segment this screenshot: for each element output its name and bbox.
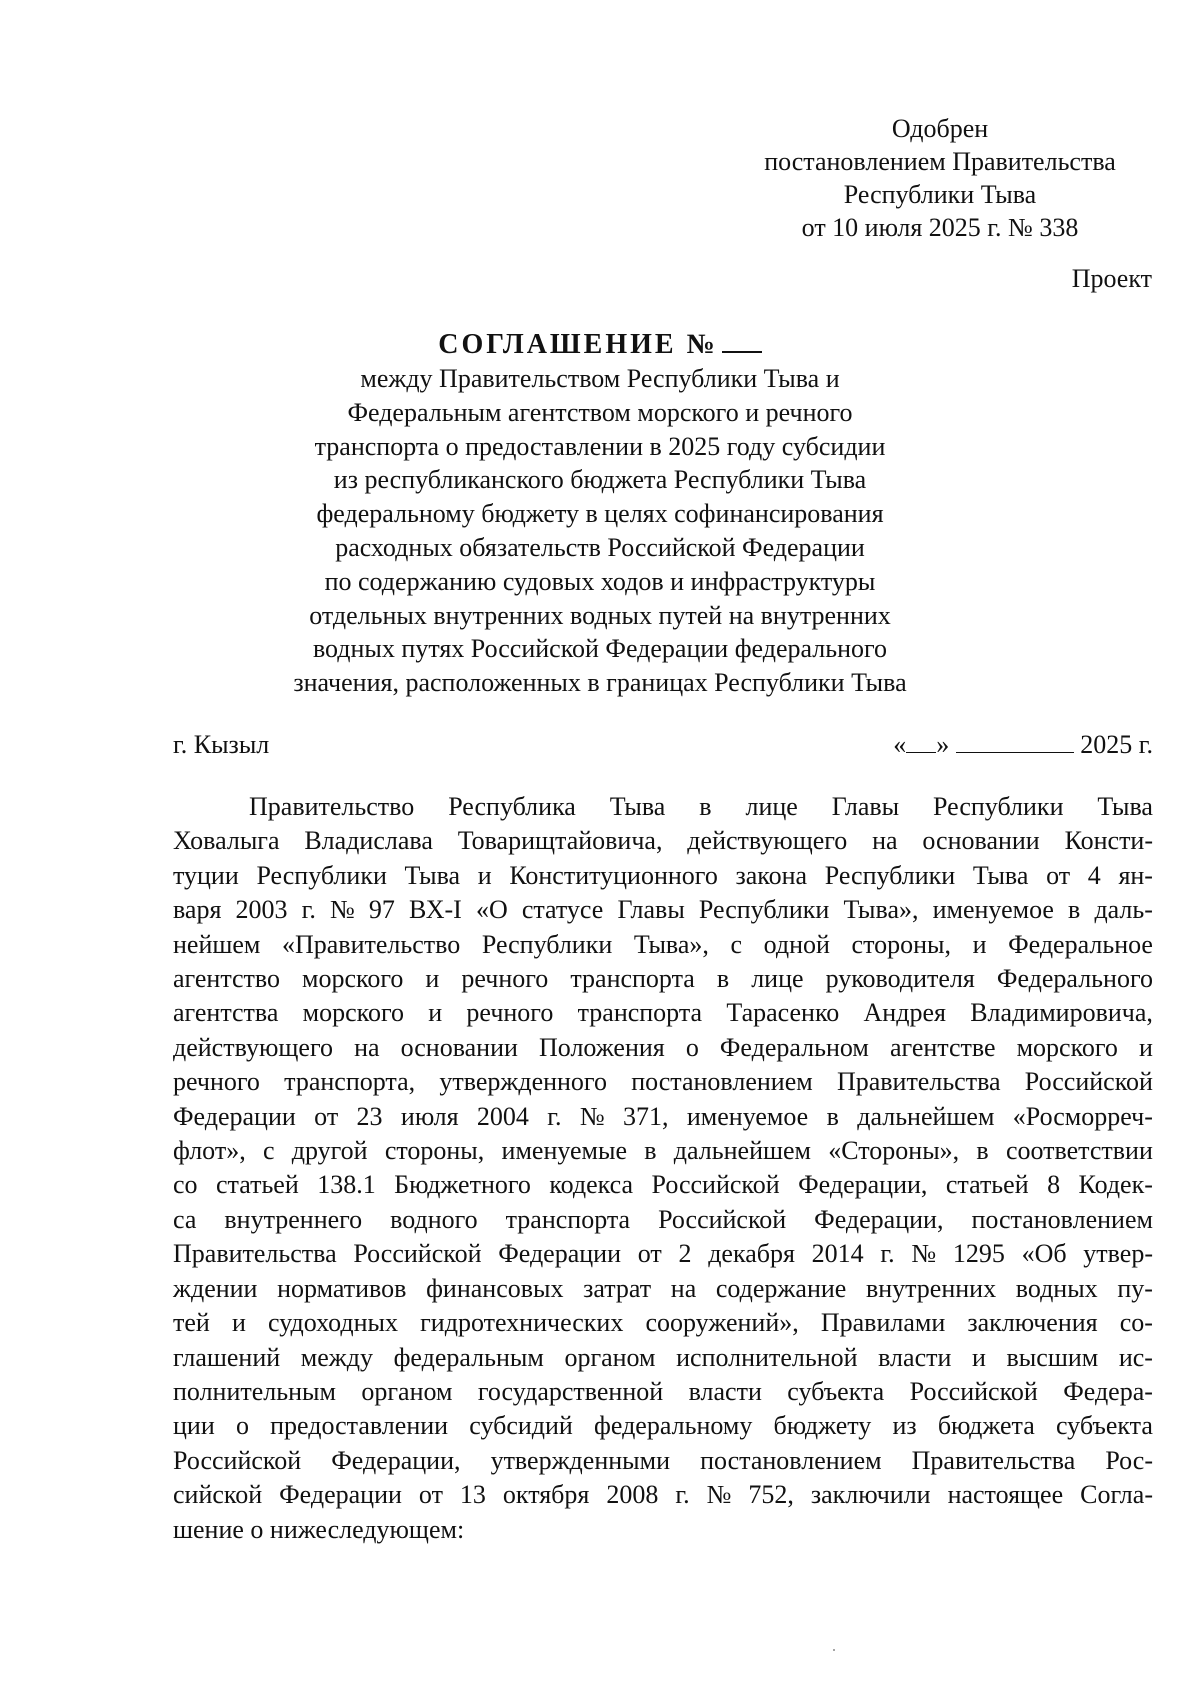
- preamble-word: ВХ-I: [409, 895, 462, 925]
- preamble-word: и: [231, 1308, 246, 1338]
- preamble-word: агентства: [173, 998, 279, 1028]
- preamble-word: Конституционного: [509, 860, 718, 890]
- document-title: [0, 328, 1200, 362]
- preamble-word: морского: [302, 964, 404, 994]
- preamble-word: Федерации: [279, 1480, 402, 1510]
- preamble-word: агентство: [173, 964, 280, 994]
- preamble-word: Владислава: [304, 826, 433, 856]
- preamble-word: в: [826, 1101, 839, 1131]
- preamble-word: «О: [475, 895, 508, 925]
- preamble-line: [173, 1168, 1153, 1202]
- preamble-word: глашений: [173, 1342, 281, 1372]
- preamble-word: и: [972, 1342, 986, 1372]
- preamble-word: другой: [291, 1136, 368, 1166]
- preamble-word: действующего: [173, 1032, 333, 1062]
- preamble-word: «Об: [1021, 1239, 1067, 1269]
- preamble-word: на: [354, 1032, 380, 1062]
- preamble-line: [173, 962, 1153, 996]
- preamble-word: Правительства: [836, 1067, 1001, 1097]
- preamble-word: субъекта: [1055, 1411, 1153, 1441]
- preamble-word: 4: [1087, 860, 1101, 890]
- preamble-word: г.: [880, 1239, 895, 1269]
- preamble-word: Правительства: [173, 1239, 337, 1269]
- preamble-word: Федеральном: [719, 1032, 869, 1062]
- preamble-word: и: [425, 964, 440, 994]
- preamble-word: Республики: [933, 792, 1064, 821]
- preamble-line: [173, 1306, 1153, 1340]
- preamble-word: речного: [173, 1067, 260, 1097]
- preamble-word: закона: [735, 860, 808, 890]
- preamble-word: полнительным: [173, 1376, 336, 1406]
- title-number-sign: №: [686, 329, 718, 360]
- subject-line: расходных обязательств Российской Федерации: [335, 532, 865, 562]
- preamble-word: Федерального: [996, 964, 1153, 994]
- preamble-word: Федерации,: [814, 1204, 944, 1234]
- preamble-word: постановлением: [700, 1445, 882, 1475]
- preamble-word: и: [428, 998, 443, 1028]
- preamble-word: Кодек-: [1078, 1170, 1153, 1200]
- preamble-word: нормативов: [277, 1273, 407, 1303]
- preamble-line: [173, 1444, 1153, 1478]
- scan-speck: [833, 1649, 835, 1651]
- preamble-word: статусе: [521, 895, 604, 925]
- preamble-word: в: [1068, 895, 1081, 925]
- signing-date: [893, 728, 1153, 761]
- preamble-word: стороны,: [851, 929, 951, 959]
- preamble-word: Республики: [824, 860, 956, 890]
- preamble-word: Главы: [831, 792, 900, 821]
- preamble-word: сооружений»,: [645, 1308, 799, 1338]
- preamble-word: водного: [390, 1204, 478, 1234]
- preamble-word: лице: [745, 792, 798, 821]
- preamble-word: агентстве: [889, 1032, 996, 1062]
- preamble-word: действующего: [687, 826, 848, 856]
- preamble-line: [173, 928, 1153, 962]
- preamble-word: субъекта: [787, 1376, 885, 1406]
- preamble-word: Тыва»,: [843, 895, 919, 925]
- preamble-word: Андрея: [863, 998, 946, 1028]
- preamble-word: Консти-: [1064, 826, 1153, 856]
- preamble-word: содержание: [715, 1273, 847, 1303]
- preamble-word: декабря: [708, 1239, 795, 1269]
- preamble-word: водных: [1015, 1273, 1098, 1303]
- preamble-word: сийской: [173, 1480, 263, 1510]
- preamble-word: Согла-: [1080, 1480, 1153, 1510]
- preamble-word: пу-: [1117, 1273, 1153, 1303]
- preamble-word: именуемое: [686, 1101, 809, 1131]
- subject-line: федеральному бюджету в целях софинансирования: [316, 499, 884, 529]
- preamble-line: [173, 824, 1153, 858]
- preamble-word: и: [1139, 1032, 1153, 1062]
- preamble-word: статьей: [945, 1170, 1029, 1200]
- preamble-word: Ховалыга: [173, 826, 280, 856]
- preamble-word: «Правительство: [281, 929, 461, 959]
- preamble-word: №: [706, 1480, 732, 1510]
- preamble-word: Тарасенко: [726, 998, 840, 1028]
- preamble-word: флот»,: [173, 1136, 246, 1166]
- preamble-word: октября: [502, 1480, 590, 1510]
- preamble-word: внутреннего: [224, 1204, 363, 1234]
- preamble-word: именуемое: [932, 895, 1054, 925]
- preamble-paragraph: [173, 790, 1153, 1547]
- preamble-word: бюджету: [773, 1411, 872, 1441]
- preamble-word: Российской: [651, 1170, 780, 1200]
- preamble-word: внутренних: [865, 1273, 997, 1303]
- preamble-word: от: [1046, 860, 1071, 890]
- preamble-word: №: [911, 1239, 937, 1269]
- date-open-quote: «: [893, 730, 907, 759]
- preamble-word: ис-: [1118, 1342, 1153, 1372]
- title-number-blank: [722, 329, 762, 353]
- preamble-word: Рос-: [1105, 1445, 1153, 1475]
- preamble-line: [173, 1375, 1153, 1409]
- preamble-word: постановлением: [631, 1067, 813, 1097]
- preamble-word: и: [972, 929, 987, 959]
- preamble-word: основании: [922, 826, 1040, 856]
- approval-line: постановлением Правительства: [764, 147, 1116, 176]
- preamble-word: 1295: [952, 1239, 1005, 1269]
- preamble-word: нейшем: [173, 929, 261, 959]
- preamble-word: от: [314, 1101, 339, 1131]
- preamble-word: о: [685, 1032, 699, 1062]
- preamble-word: стороны,: [384, 1136, 485, 1166]
- preamble-word: от: [418, 1480, 443, 1510]
- subject-line: отдельных внутренних водных путей на внутренних: [309, 600, 891, 630]
- preamble-word: постановлением: [971, 1204, 1153, 1234]
- preamble-word: ждении: [173, 1273, 258, 1303]
- subject-line: значения, расположенных в границах Республики Тыва: [293, 668, 907, 698]
- preamble-word: на: [670, 1273, 697, 1303]
- preamble-word: туции: [173, 860, 239, 890]
- preamble-word: утвержденного: [439, 1067, 607, 1097]
- preamble-word: финансовых: [426, 1273, 564, 1303]
- title-word: СОГЛАШЕНИЕ: [438, 329, 677, 360]
- preamble-word: 2003: [235, 895, 288, 925]
- preamble-word: о: [235, 1411, 249, 1441]
- preamble-word: Республики: [481, 929, 613, 959]
- preamble-line: [173, 1065, 1153, 1099]
- preamble-word: Правилами: [820, 1308, 946, 1338]
- preamble-line: [173, 1478, 1153, 1512]
- preamble-word: ции: [173, 1411, 215, 1441]
- preamble-word: Тыва: [972, 860, 1029, 890]
- preamble-word: Российской: [658, 1204, 787, 1234]
- preamble-word: органом: [361, 1376, 453, 1406]
- subject-line: водных путях Российской Федерации федерального: [312, 634, 888, 664]
- preamble-word: Российской: [1024, 1067, 1153, 1097]
- preamble-word: государственной: [477, 1376, 664, 1406]
- preamble-word: субсидий: [469, 1411, 573, 1441]
- preamble-word: Тыва: [404, 860, 461, 890]
- preamble-line: [173, 1237, 1153, 1271]
- preamble-word: тей: [173, 1308, 210, 1338]
- preamble-word: Правительство: [249, 792, 415, 821]
- preamble-word: Республики: [698, 895, 830, 925]
- preamble-word: заключили: [810, 1480, 931, 1510]
- preamble-word: Республики: [256, 860, 387, 890]
- preamble-word: 2008: [606, 1480, 659, 1510]
- preamble-word: основании: [400, 1032, 518, 1062]
- preamble-word: ян-: [1118, 860, 1153, 890]
- date-close-quote: »: [936, 730, 950, 759]
- preamble-word: 138.1: [317, 1170, 376, 1200]
- preamble-word: в: [976, 1136, 989, 1166]
- preamble-word: в: [716, 964, 730, 994]
- preamble-line: [173, 996, 1153, 1030]
- preamble-word: транспорта,: [284, 1067, 416, 1097]
- place-of-signing: г. Кызыл: [173, 730, 270, 759]
- preamble-word: №: [579, 1101, 605, 1131]
- preamble-word: Главы: [617, 895, 685, 925]
- preamble-word: с: [262, 1136, 275, 1166]
- preamble-word: г.: [675, 1480, 690, 1510]
- preamble-line: [173, 790, 1153, 824]
- approval-line: Республики Тыва: [843, 180, 1037, 209]
- preamble-word: Российской: [173, 1445, 302, 1475]
- preamble-word: Федерации: [173, 1101, 296, 1131]
- preamble-word: 752,: [748, 1480, 794, 1510]
- preamble-line: [173, 1031, 1153, 1065]
- preamble-word: соответствии: [1005, 1136, 1153, 1166]
- preamble-line: [173, 893, 1153, 927]
- preamble-word: федеральному: [594, 1411, 753, 1441]
- document-subject: [0, 362, 1200, 700]
- preamble-word: федеральным: [393, 1342, 544, 1372]
- preamble-word: со: [173, 1170, 198, 1200]
- preamble-word: са: [173, 1204, 197, 1234]
- preamble-word: Федерации,: [798, 1170, 928, 1200]
- preamble-word: затрат: [583, 1273, 652, 1303]
- preamble-word: исполнительной: [676, 1342, 858, 1372]
- preamble-word: «Росморреч-: [1012, 1101, 1153, 1131]
- preamble-word: Владимировича,: [970, 998, 1153, 1028]
- preamble-word: Бюджетного: [394, 1170, 531, 1200]
- preamble-word: транспорта: [570, 964, 695, 994]
- preamble-word: в: [699, 792, 712, 821]
- preamble-word: 2014: [811, 1239, 864, 1269]
- preamble-word: морского: [302, 998, 404, 1028]
- preamble-line: шение о нижеследующем:: [173, 1514, 465, 1544]
- approval-line: от 10 июля 2025 г. № 338: [801, 213, 1079, 242]
- preamble-word: лице: [751, 964, 804, 994]
- preamble-word: 2004: [476, 1101, 529, 1131]
- preamble-line: [173, 1100, 1153, 1134]
- preamble-line: [173, 1409, 1153, 1443]
- preamble-word: Тыва: [609, 792, 666, 821]
- subject-line: Федеральным агентством морского и речного: [347, 397, 853, 427]
- preamble-word: транспорта: [577, 998, 703, 1028]
- preamble-word: судоходных: [268, 1308, 399, 1338]
- subject-line: из республиканского бюджета Республики Тыва: [333, 465, 867, 495]
- preamble-word: заключения: [967, 1308, 1098, 1338]
- preamble-word: руководителя: [825, 964, 975, 994]
- preamble-word: Правительства: [911, 1445, 1076, 1475]
- preamble-word: с: [730, 929, 743, 959]
- preamble-word: Республика: [448, 792, 576, 821]
- preamble-word: «Стороны»,: [828, 1136, 960, 1166]
- preamble-word: г.: [547, 1101, 562, 1131]
- preamble-word: г.: [301, 895, 316, 925]
- preamble-word: дальнейшем: [673, 1136, 812, 1166]
- preamble-word: утвержденными: [490, 1445, 670, 1475]
- preamble-word: одной: [763, 929, 830, 959]
- preamble-word: от: [637, 1239, 662, 1269]
- preamble-word: транспорта: [505, 1204, 631, 1234]
- preamble-word: кодекса: [549, 1170, 634, 1200]
- preamble-word: 97: [368, 895, 395, 925]
- preamble-word: в: [644, 1136, 657, 1166]
- preamble-word: Тыва»,: [633, 929, 709, 959]
- preamble-word: дальнейшем: [857, 1101, 995, 1131]
- preamble-word: Федеральное: [1008, 929, 1153, 959]
- preamble-line: [173, 1341, 1153, 1375]
- subject-line: по содержанию судовых ходов и инфраструктуры: [324, 566, 876, 596]
- subject-line: транспорта о предоставлении в 2025 году субсидии: [314, 431, 886, 461]
- approval-line: Одобрен: [891, 114, 989, 143]
- preamble-word: июля: [400, 1101, 459, 1131]
- preamble-word: морского: [1016, 1032, 1118, 1062]
- preamble-word: Товарищтайовича,: [457, 826, 663, 856]
- preamble-word: именуемые: [501, 1136, 628, 1166]
- preamble-word: варя: [173, 895, 222, 925]
- preamble-word: Российской: [353, 1239, 482, 1269]
- preamble-word: власти: [688, 1376, 762, 1406]
- preamble-word: Федерации,: [331, 1445, 461, 1475]
- preamble-line: [173, 1272, 1153, 1306]
- preamble-word: высшим: [1006, 1342, 1099, 1372]
- preamble-word: Положения: [539, 1032, 665, 1062]
- project-label: Проект: [1071, 264, 1152, 293]
- preamble-word: 8: [1047, 1170, 1061, 1200]
- preamble-word: настоящее: [947, 1480, 1064, 1510]
- preamble-word: даль-: [1094, 895, 1153, 925]
- preamble-word: 371,: [623, 1101, 669, 1131]
- preamble-word: гидротехнических: [420, 1308, 624, 1338]
- preamble-word: статьей: [216, 1170, 299, 1200]
- date-day-blank: [906, 728, 936, 753]
- date-year: 2025 г.: [1080, 730, 1153, 759]
- preamble-word: 13: [459, 1480, 486, 1510]
- preamble-word: на: [872, 826, 898, 856]
- preamble-word: утвер-: [1083, 1239, 1153, 1269]
- preamble-word: Федерации: [498, 1239, 621, 1269]
- preamble-word: бюджета: [937, 1411, 1035, 1441]
- approval-stamp-block: [740, 112, 1140, 244]
- preamble-word: Тыва: [1097, 792, 1153, 821]
- preamble-word: речного: [461, 964, 549, 994]
- preamble-word: между: [300, 1342, 373, 1372]
- preamble-word: 2: [678, 1239, 692, 1269]
- subject-line: между Правительством Республики Тыва и: [360, 364, 840, 393]
- preamble-line: [173, 1203, 1153, 1237]
- preamble-line: [173, 859, 1153, 893]
- preamble-word: предоставлении: [270, 1411, 449, 1441]
- preamble-line: [173, 1134, 1153, 1168]
- preamble-word: и: [477, 860, 492, 890]
- date-month-blank: [956, 728, 1074, 753]
- preamble-word: власти: [878, 1342, 952, 1372]
- preamble-word: Российской: [909, 1376, 1038, 1406]
- preamble-word: органом: [564, 1342, 656, 1372]
- preamble-word: со-: [1119, 1308, 1153, 1338]
- preamble-word: из: [892, 1411, 917, 1441]
- preamble-word: 23: [356, 1101, 383, 1131]
- preamble-word: №: [330, 895, 355, 925]
- preamble-word: речного: [466, 998, 554, 1028]
- preamble-word: Федера-: [1063, 1376, 1153, 1406]
